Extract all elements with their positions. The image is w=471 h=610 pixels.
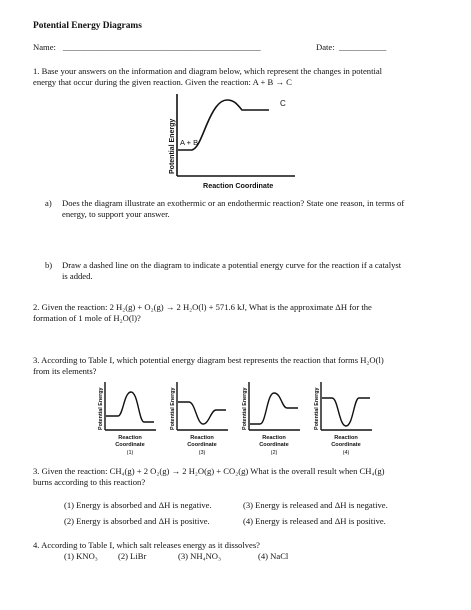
svg-text:(3): (3) xyxy=(198,450,206,456)
curve-dip xyxy=(178,402,226,424)
svg-text:Potential Energy: Potential Energy xyxy=(242,387,248,430)
q4-option-1: (1) KNO₃ xyxy=(64,551,98,561)
page-title: Potential Energy Diagrams xyxy=(33,21,142,31)
q2-line1: 2. Given the reaction: 2 H₂(g) + O₂(g) → 2 H₂O(l) + 571.6 kJ, What is the approximate ΔH for the xyxy=(33,302,372,312)
q1-line2: energy that occur during the given reaction. Given the reaction: A + B → C xyxy=(33,77,292,87)
q3-diagram-1 xyxy=(96,376,166,458)
q3-line2: from its elements? xyxy=(33,366,97,376)
svg-text:Reaction: Reaction xyxy=(118,435,142,441)
x-axis-label: Reaction Coordinate xyxy=(203,181,274,190)
q3b-line2: burns according to this reaction? xyxy=(33,477,146,487)
name-field[interactable]: ______________________________________________ xyxy=(63,42,261,52)
q4-option-3: (3) NH₄NO₃ xyxy=(178,551,221,561)
q1b-line2: is added. xyxy=(62,271,93,281)
q1-line1: 1. Base your answers on the information and diagram below, which represent the changes in potential xyxy=(33,66,383,76)
svg-text:(2): (2) xyxy=(270,450,278,456)
svg-text:Coordinate: Coordinate xyxy=(331,442,361,448)
svg-text:Potential Energy: Potential Energy xyxy=(170,387,176,430)
svg-text:Potential Energy: Potential Energy xyxy=(98,387,104,430)
q3b-line1: 3. Given the reaction: CH₄(g) + 2 O₂(g) → 2 H₂O(g) + CO₂(g) What is the overall result when CH₄(g) xyxy=(33,466,385,476)
q1a-line1: Does the diagram illustrate an exothermic or an endothermic reaction? State one reason, in terms of xyxy=(62,198,405,208)
product-label: C xyxy=(280,99,286,108)
curve-hump xyxy=(106,392,154,422)
curve-hump-up xyxy=(250,393,298,424)
curve-deep-dip xyxy=(322,398,370,426)
svg-text:Potential Energy: Potential Energy xyxy=(314,387,320,430)
q1b-line1: Draw a dashed line on the diagram to indicate a potential energy curve for the reaction if a catalyst xyxy=(62,260,402,270)
name-label: Name: xyxy=(33,42,56,52)
svg-text:Coordinate: Coordinate xyxy=(115,442,145,448)
date-field[interactable]: ___________ xyxy=(339,42,387,52)
reactants-label: A + B xyxy=(180,138,199,147)
q1a-marker: a) xyxy=(45,198,52,208)
q3-diagram-3 xyxy=(168,376,238,458)
svg-text:Reaction: Reaction xyxy=(262,435,286,441)
date-label: Date: xyxy=(316,42,335,52)
q3-diagram-2 xyxy=(240,376,310,458)
q3b-option-3: (3) Energy is released and ΔH is negative. xyxy=(243,500,388,510)
svg-text:(4): (4) xyxy=(342,450,350,456)
q3-line1: 3. According to Table I, which potential energy diagram best represents the reaction that forms H₂O(l) xyxy=(33,355,384,365)
q3b-option-4: (4) Energy is released and ΔH is positive. xyxy=(243,516,386,526)
y-axis-label: Potential Energy xyxy=(169,118,176,174)
q4-option-2: (2) LiBr xyxy=(118,551,147,561)
q1b-marker: b) xyxy=(45,260,53,270)
svg-text:Reaction: Reaction xyxy=(190,435,214,441)
q4-option-4: (4) NaCl xyxy=(258,551,289,561)
svg-text:Coordinate: Coordinate xyxy=(259,442,289,448)
q3b-option-1: (1) Energy is absorbed and ΔH is negative. xyxy=(64,500,212,510)
q3-diagram-4 xyxy=(312,376,382,458)
svg-text:Coordinate: Coordinate xyxy=(187,442,217,448)
svg-text:(1): (1) xyxy=(126,450,134,456)
q2-line2: formation of 1 mole of H₂O(l)? xyxy=(33,313,141,323)
svg-text:Reaction: Reaction xyxy=(334,435,358,441)
q1-energy-diagram xyxy=(165,90,315,192)
q1a-line2: energy, to support your answer. xyxy=(62,209,170,219)
q4-line1: 4. According to Table I, which salt releases energy as it dissolves? xyxy=(33,540,260,550)
q3b-option-2: (2) Energy is absorbed and ΔH is positive. xyxy=(64,516,210,526)
